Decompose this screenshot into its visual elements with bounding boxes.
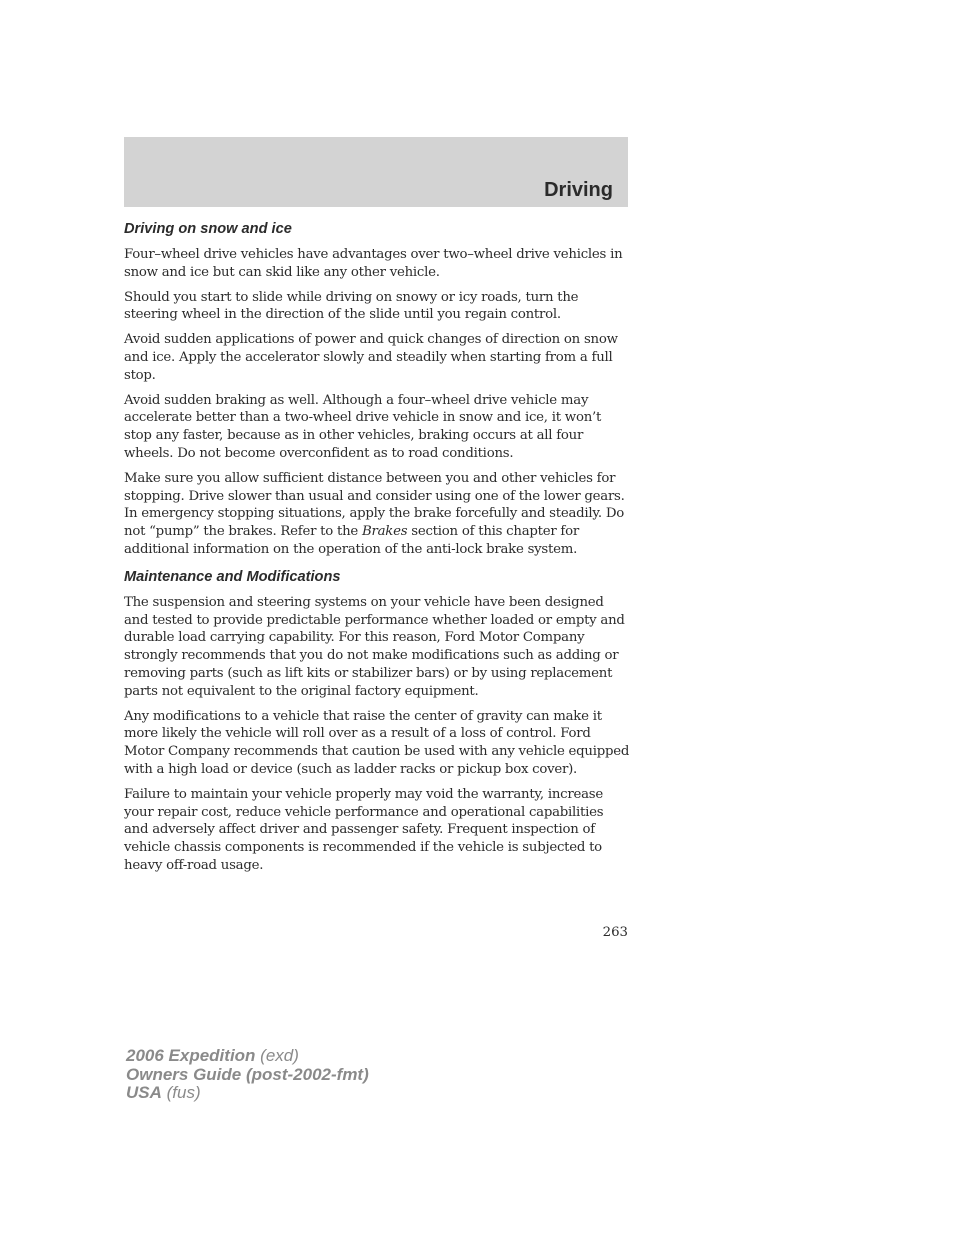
footer-line-model bbox=[126, 1047, 369, 1066]
paragraph-text: section of this chapter for additional information on the operation of the anti-lock brake system. bbox=[124, 524, 579, 557]
page-content bbox=[124, 220, 630, 882]
heading-maintenance-and-modifications: Maintenance and Modifications bbox=[124, 568, 341, 585]
brakes-section-reference: Brakes bbox=[362, 524, 408, 540]
footer-market: USA bbox=[126, 1083, 162, 1102]
section-header-band bbox=[124, 137, 628, 207]
page-number: 263 bbox=[602, 925, 628, 940]
paragraph: Avoid sudden applications of power and quick changes of direction on snow and ice. Apply the accelerator slowly and steadily when starting from a full stop. bbox=[124, 332, 618, 383]
paragraph: Avoid sudden braking as well. Although a four–wheel drive vehicle may accelerate better than a two-wheel drive vehicle in snow and ice, it won’t stop any faster, because as in other vehicles, braking occurs at all four wheels. Do not become overconfident as to road conditions. bbox=[124, 392, 602, 461]
paragraph: Should you start to slide while driving on snowy or icy roads, turn the steering wheel in the direction of the slide until you regain control. bbox=[124, 289, 579, 323]
paragraph-brakes-reference bbox=[124, 470, 630, 559]
footer-model-code: (exd) bbox=[255, 1046, 299, 1065]
paragraph: The suspension and steering systems on your vehicle have been designed and tested to provide predictable performance whether loaded or empty and durable load carrying capability. For this reason, Ford Motor Company strongly recommends that you do not make modifications such as adding or removing parts (such as lift kits or stabilizer bars) or by using replacement parts not equivalent to the original factory equipment. bbox=[124, 594, 625, 699]
section-title: Driving bbox=[544, 179, 613, 201]
document-footer bbox=[126, 1047, 369, 1103]
paragraph: Any modifications to a vehicle that raise the center of gravity can make it more likely the vehicle will roll over as a result of a loss of control. Ford Motor Company recommends that caution be used with any vehicle equipped with a high load or device (such as ladder racks or pickup box cover). bbox=[124, 708, 630, 777]
footer-line-guide bbox=[126, 1066, 369, 1085]
footer-model: 2006 Expedition bbox=[126, 1046, 256, 1065]
paragraph-text: Make sure you allow sufficient distance between you and other vehicles for stopping. Drive slower than usual and consider using one of the lower gears. In emergency stopping situations, apply the brake forcefully and steadily. Do not “pump” the brakes. Refer to the bbox=[124, 470, 625, 540]
paragraph: Failure to maintain your vehicle properly may void the warranty, increase your repair cost, reduce vehicle performance and operational capabilities and adversely affect driver and passenger safety. Frequent inspection of vehicle chassis components is recommended if the vehicle is subjected to heavy off-road usage. bbox=[124, 786, 604, 873]
paragraph: Four–wheel drive vehicles have advantages over two–wheel drive vehicles in snow and ice but can skid like any other vehicle. bbox=[124, 247, 623, 280]
heading-driving-on-snow-and-ice: Driving on snow and ice bbox=[124, 221, 292, 237]
footer-guide: Owners Guide (post-2002-fmt) bbox=[126, 1064, 369, 1084]
footer-line-market bbox=[126, 1084, 369, 1103]
footer-market-code: (fus) bbox=[161, 1083, 201, 1102]
